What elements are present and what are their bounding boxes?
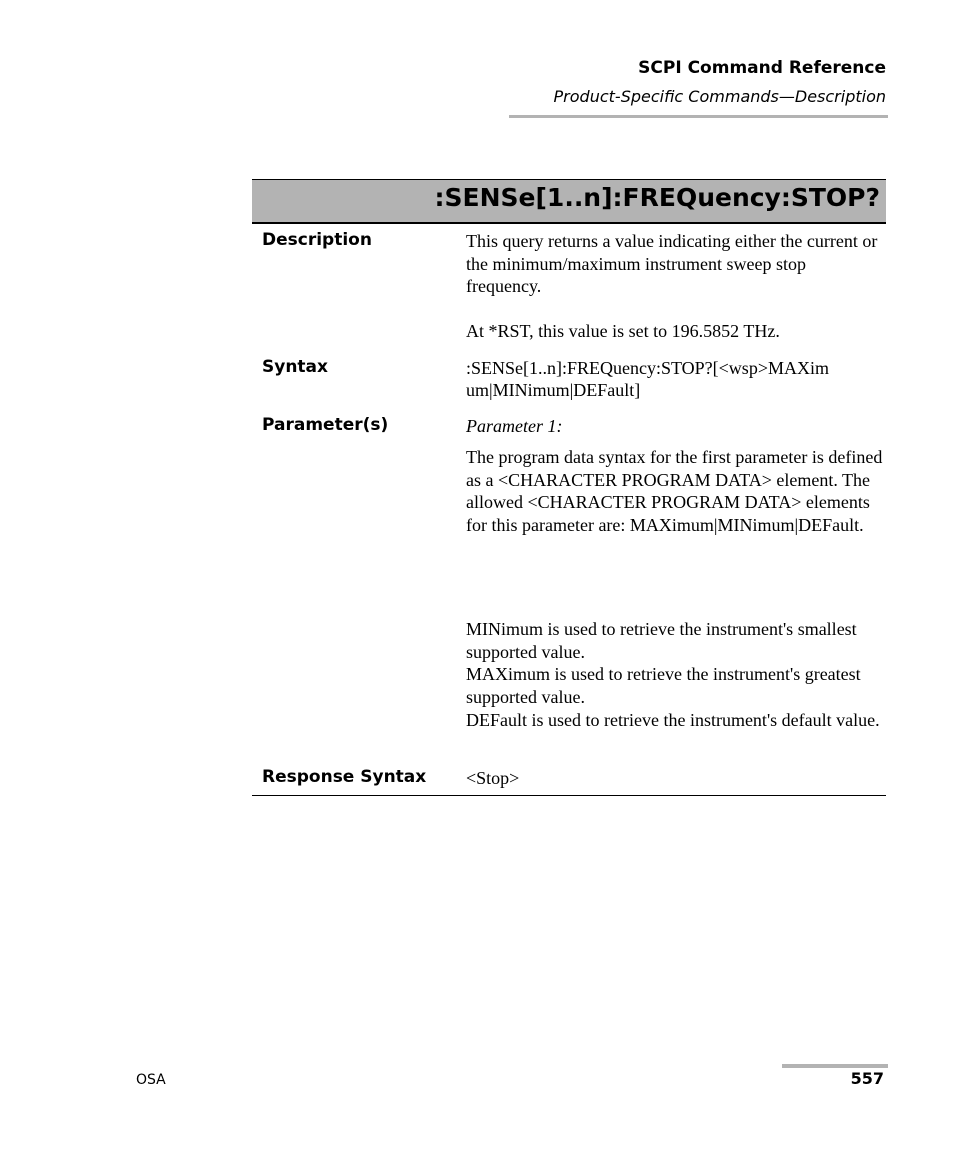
footer-divider [782,1064,888,1068]
running-header-title: SCPI Command Reference [638,58,886,78]
parameter-description: The program data syntax for the first parameter is defined as a <CHARACTER PROGRAM DATA> element. The allowed <CHARACTER PROGRAM DATA> elements for this parameter are: MAXimum|MINimum|DEFault. [466,447,883,535]
command-title: :SENSe[1..n]:FREQuency:STOP? [434,183,880,212]
syntax-label: Syntax [262,357,328,377]
description-text: This query returns a value indicating either the current or the minimum/maximum instrument sweep stop frequency. [466,231,878,297]
description-label: Description [262,230,372,250]
response-syntax-value: <Stop> [466,768,520,788]
syntax-line-1: :SENSe[1..n]:FREQuency:STOP?[<wsp>MAXim [466,358,829,378]
parameter-minimum-text: MINimum is used to retrieve the instrument's smallest supported value. [466,619,857,662]
parameter-heading: Parameter 1: [466,416,563,436]
response-syntax-label: Response Syntax [262,767,427,787]
table-bottom-rule [252,795,886,796]
parameter-maximum-text: MAXimum is used to retrieve the instrument's greatest supported value. [466,664,861,707]
running-header-subtitle: Product-Specific Commands—Description [553,87,886,106]
parameter-default-text: DEFault is used to retrieve the instrument's default value. [466,710,880,730]
syntax-line-2: um|MINimum|DEFault] [466,380,641,400]
footer-product-name: OSA [136,1072,166,1088]
header-divider [509,115,888,118]
command-title-bar [252,179,886,224]
description-rst-text: At *RST, this value is set to 196.5852 THz. [466,321,780,341]
parameters-label: Parameter(s) [262,415,389,435]
page-number: 557 [850,1069,884,1088]
